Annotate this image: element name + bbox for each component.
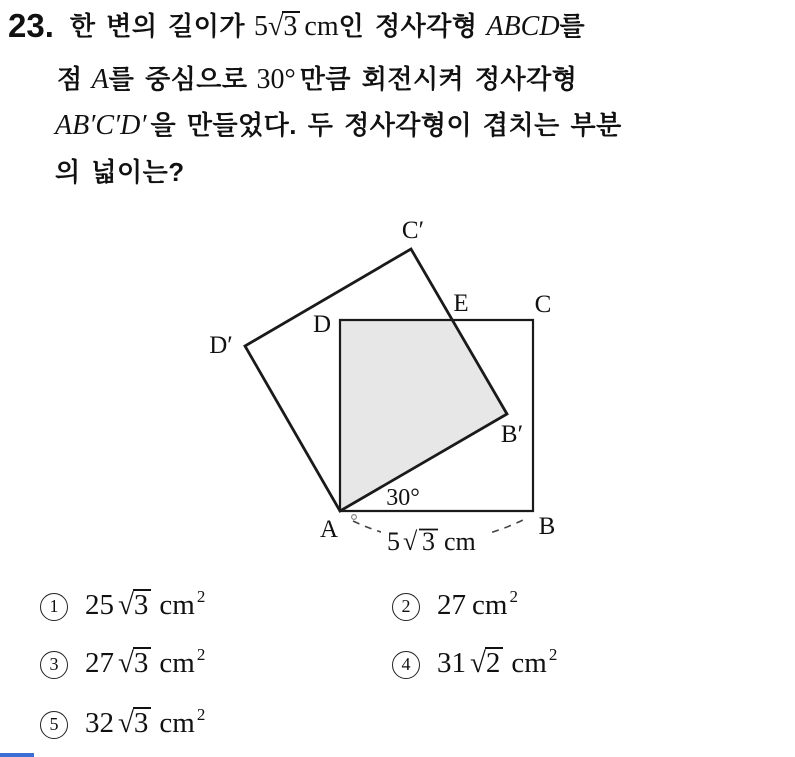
- text-korean: 을 만들었다. 두 정사각형이 겹치는 부분: [150, 110, 622, 140]
- math-point-a: A: [91, 64, 109, 95]
- text-korean: 의 넓이는?: [55, 157, 185, 187]
- problem-diagram: [0, 200, 795, 570]
- vertex-label-c: C: [534, 291, 552, 318]
- side-length-coef: 5: [387, 527, 400, 556]
- vertex-label-c-prime: C′: [401, 217, 425, 244]
- math-angle: 30°: [256, 64, 296, 95]
- radical: √3: [118, 589, 151, 621]
- math-rotated-square-name: AB′C′D′: [55, 110, 147, 141]
- sqrt-icon: √: [403, 527, 418, 556]
- scan-artifact: [0, 753, 34, 757]
- question-number: 23.: [8, 7, 54, 44]
- side-length-radicand: 3: [422, 527, 435, 556]
- choice-1: 1 25 √3 cm $^2$: [40, 589, 205, 622]
- side-length-unit: cm: [444, 527, 476, 556]
- radical: √2: [470, 647, 503, 679]
- problem-line-2: [57, 59, 577, 96]
- text-korean: 한 변의 길이가: [69, 11, 246, 41]
- vertex-label-b-prime: B′: [500, 421, 524, 448]
- choice-3-number: 3: [40, 651, 68, 679]
- angle-label: 30°: [386, 485, 420, 511]
- problem-line-4: [55, 152, 185, 189]
- vertex-label-e: E: [453, 290, 469, 317]
- text-korean: 를: [559, 11, 586, 41]
- choice-2: 2 27 cm $^2$: [392, 589, 518, 622]
- overlap-region: [340, 320, 507, 511]
- text-korean: 점: [57, 64, 83, 94]
- choice-5: 5 32 √3 cm $^2$: [40, 707, 205, 740]
- math-square-name: ABCD: [486, 11, 560, 42]
- text-korean: 를 중심으로: [108, 64, 248, 94]
- arc-start-mark: [352, 515, 357, 520]
- text-korean: 만큼 회전시켜 정사각형: [299, 64, 578, 94]
- vertex-label-d: D: [312, 311, 332, 338]
- vertex-label-a: A: [319, 516, 339, 543]
- vertex-label-d-prime: D′: [209, 332, 233, 359]
- radical: √3: [118, 707, 151, 739]
- problem-line-3: [55, 105, 622, 142]
- choice-2-number: 2: [392, 593, 420, 621]
- vertex-label-b: B: [538, 513, 556, 540]
- problem-line-1: [8, 6, 585, 45]
- choice-4-number: 4: [392, 651, 420, 679]
- choice-1-number: 1: [40, 593, 68, 621]
- radical: √3: [118, 647, 151, 679]
- text-korean: 인 정사각형: [338, 11, 478, 41]
- math-side-length: 5√3 cm: [254, 11, 339, 42]
- choice-3: 3 27 √3 cm $^2$: [40, 647, 205, 680]
- choice-5-number: 5: [40, 711, 68, 739]
- choice-4: 4 31 √2 cm $^2$: [392, 647, 557, 680]
